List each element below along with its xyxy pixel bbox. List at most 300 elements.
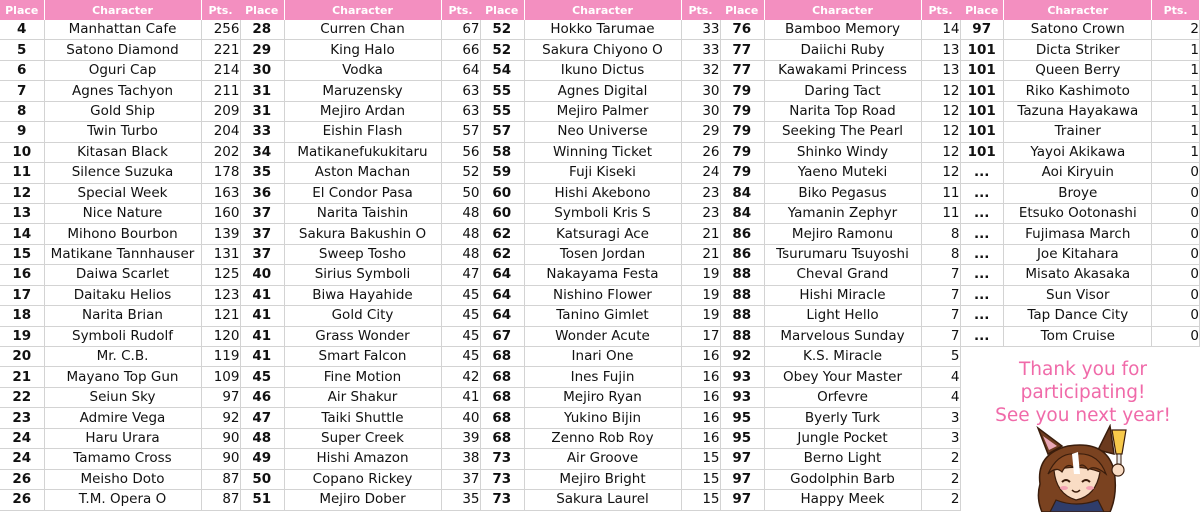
character-name-cell: Twin Turbo (44, 122, 201, 142)
place-cell: 93 (720, 387, 764, 407)
table-row (720, 142, 960, 162)
character-name-cell: Fuji Kiseki (524, 163, 681, 183)
character-name-cell: Sakura Bakushin O (284, 224, 441, 244)
place-cell: 52 (480, 20, 524, 40)
place-cell: 41 (240, 285, 284, 305)
character-name-cell: Hishi Amazon (284, 449, 441, 469)
points-cell: 4 (921, 367, 960, 387)
character-name-cell: Hokko Tarumae (524, 20, 681, 40)
table-row (240, 122, 480, 142)
table-row (480, 101, 720, 121)
character-name-cell: Winning Ticket (524, 142, 681, 162)
table-row (240, 449, 480, 469)
points-cell: 11 (921, 203, 960, 223)
ranking-table (0, 0, 241, 511)
character-header: Character (524, 0, 681, 20)
points-cell: 16 (681, 408, 720, 428)
table-row (960, 306, 1200, 326)
character-name-cell: Maruzensky (284, 81, 441, 101)
character-name-cell: Manhattan Cafe (44, 20, 201, 40)
character-name-cell: Bamboo Memory (764, 20, 921, 40)
place-cell: 64 (480, 285, 524, 305)
points-cell: 0 (1152, 203, 1200, 223)
place-cell: 41 (240, 347, 284, 367)
points-cell: 12 (921, 101, 960, 121)
points-cell: 119 (201, 347, 240, 367)
place-cell: 101 (960, 101, 1004, 121)
points-cell: 30 (681, 81, 720, 101)
place-cell: 84 (720, 183, 764, 203)
table-row (720, 347, 960, 367)
place-cell: 21 (0, 367, 44, 387)
points-cell: 15 (681, 449, 720, 469)
character-name-cell: Agnes Tachyon (44, 81, 201, 101)
points-cell: 0 (1152, 183, 1200, 203)
points-cell: 30 (681, 101, 720, 121)
place-cell: 68 (480, 408, 524, 428)
points-cell: 13 (921, 60, 960, 80)
points-cell: 35 (441, 490, 480, 510)
character-name-cell: Nakayama Festa (524, 265, 681, 285)
place-cell: 12 (0, 183, 44, 203)
place-cell: 97 (720, 449, 764, 469)
table-header-row (0, 0, 240, 20)
table-row (960, 81, 1200, 101)
place-cell: 62 (480, 244, 524, 264)
table-row (480, 40, 720, 60)
character-name-cell: Berno Light (764, 449, 921, 469)
table-row (240, 40, 480, 60)
place-cell: 40 (240, 265, 284, 285)
table-row (240, 285, 480, 305)
character-name-cell: Riko Kashimoto (1004, 81, 1152, 101)
place-cell: 55 (480, 81, 524, 101)
points-cell: 15 (681, 469, 720, 489)
points-cell: 256 (201, 20, 240, 40)
character-header: Character (284, 0, 441, 20)
table-row (0, 183, 240, 203)
character-name-cell: Tsurumaru Tsuyoshi (764, 244, 921, 264)
place-cell: ... (960, 306, 1004, 326)
place-cell: 101 (960, 122, 1004, 142)
place-cell: 93 (720, 367, 764, 387)
table-row (240, 60, 480, 80)
table-row (240, 244, 480, 264)
character-name-cell: Silence Suzuka (44, 163, 201, 183)
points-cell: 24 (681, 163, 720, 183)
table-row (0, 285, 240, 305)
points-cell: 1 (1152, 101, 1200, 121)
character-name-cell: Byerly Turk (764, 408, 921, 428)
points-cell: 66 (441, 40, 480, 60)
table-row (480, 428, 720, 448)
points-cell: 1 (1152, 81, 1200, 101)
points-cell: 57 (441, 122, 480, 142)
table-row (480, 20, 720, 40)
points-cell: 26 (681, 142, 720, 162)
points-cell: 4 (921, 387, 960, 407)
place-cell: 97 (960, 20, 1004, 40)
place-cell: 7 (0, 81, 44, 101)
place-cell: 79 (720, 142, 764, 162)
character-name-cell: Mejiro Ryan (524, 387, 681, 407)
character-name-cell: Jungle Pocket (764, 428, 921, 448)
points-cell: 40 (441, 408, 480, 428)
character-name-cell: Curren Chan (284, 20, 441, 40)
table-row (960, 20, 1200, 40)
place-cell: 68 (480, 387, 524, 407)
place-cell: 76 (720, 20, 764, 40)
place-cell: 36 (240, 183, 284, 203)
character-name-cell: Air Shakur (284, 387, 441, 407)
place-cell: 45 (240, 367, 284, 387)
place-cell: 59 (480, 163, 524, 183)
character-name-cell: Narita Brian (44, 306, 201, 326)
table-row (960, 40, 1200, 60)
character-name-cell: Vodka (284, 60, 441, 80)
table-row (480, 142, 720, 162)
character-name-cell: Gold City (284, 306, 441, 326)
character-name-cell: Marvelous Sunday (764, 326, 921, 346)
character-name-cell: Taiki Shuttle (284, 408, 441, 428)
table-row (960, 203, 1200, 223)
points-cell: 48 (441, 203, 480, 223)
points-cell: 8 (921, 244, 960, 264)
points-cell: 0 (1152, 265, 1200, 285)
character-name-cell: Narita Top Road (764, 101, 921, 121)
place-cell: 4 (0, 20, 44, 40)
points-cell: 16 (681, 367, 720, 387)
table-row (240, 163, 480, 183)
points-cell: 97 (201, 387, 240, 407)
character-name-cell: Joe Kitahara (1004, 244, 1152, 264)
place-cell: 5 (0, 40, 44, 60)
character-name-cell: Happy Meek (764, 490, 921, 510)
character-name-cell: Seiun Sky (44, 387, 201, 407)
table-row (960, 285, 1200, 305)
points-cell: 0 (1152, 285, 1200, 305)
place-cell: 92 (720, 347, 764, 367)
character-name-cell: Broye (1004, 183, 1152, 203)
points-cell: 15 (681, 490, 720, 510)
character-name-cell: Narita Taishin (284, 203, 441, 223)
points-cell: 1 (1152, 142, 1200, 162)
table-row (960, 60, 1200, 80)
table-row (480, 326, 720, 346)
ranking-column-1 (0, 0, 241, 512)
table-row (960, 101, 1200, 121)
character-name-cell: Kawakami Princess (764, 60, 921, 80)
ranking-table (240, 0, 481, 511)
place-cell: ... (960, 285, 1004, 305)
place-cell: ... (960, 224, 1004, 244)
character-name-cell: Tosen Jordan (524, 244, 681, 264)
character-name-cell: Gold Ship (44, 101, 201, 121)
character-name-cell: Nishino Flower (524, 285, 681, 305)
table-row (720, 285, 960, 305)
points-header: Pts. (441, 0, 480, 20)
place-header: Place (480, 0, 524, 20)
points-cell: 5 (921, 347, 960, 367)
character-name-cell: Light Hello (764, 306, 921, 326)
table-row (240, 469, 480, 489)
place-cell: 101 (960, 142, 1004, 162)
table-row (480, 203, 720, 223)
table-row (0, 449, 240, 469)
table-row (0, 428, 240, 448)
table-row (720, 326, 960, 346)
table-row (0, 224, 240, 244)
character-name-cell: Super Creek (284, 428, 441, 448)
place-cell: 73 (480, 469, 524, 489)
place-cell: 15 (0, 244, 44, 264)
table-row (240, 142, 480, 162)
table-row (0, 142, 240, 162)
character-name-cell: Sun Visor (1004, 285, 1152, 305)
place-header: Place (0, 0, 44, 20)
character-name-cell: Mejiro Dober (284, 490, 441, 510)
character-name-cell: Shinko Windy (764, 142, 921, 162)
table-row (480, 163, 720, 183)
points-cell: 23 (681, 203, 720, 223)
points-cell: 1 (1152, 60, 1200, 80)
table-row (480, 367, 720, 387)
table-row (0, 469, 240, 489)
points-cell: 23 (681, 183, 720, 203)
ranking-column-2 (240, 0, 481, 512)
place-cell: 37 (240, 203, 284, 223)
table-row (720, 122, 960, 142)
table-row (720, 469, 960, 489)
points-header: Pts. (681, 0, 720, 20)
place-cell: 86 (720, 224, 764, 244)
table-row (720, 101, 960, 121)
table-row (240, 203, 480, 223)
table-row (0, 203, 240, 223)
table-row (480, 490, 720, 510)
place-cell: 29 (240, 40, 284, 60)
place-cell: 50 (240, 469, 284, 489)
character-name-cell: Queen Berry (1004, 60, 1152, 80)
table-row (480, 81, 720, 101)
character-name-cell: Daring Tact (764, 81, 921, 101)
closing-line-3: See you next year! (995, 405, 1171, 426)
place-cell: 49 (240, 449, 284, 469)
place-cell: 79 (720, 163, 764, 183)
character-name-cell: Matikane Tannhauser (44, 244, 201, 264)
place-cell: 67 (480, 326, 524, 346)
place-cell: 88 (720, 326, 764, 346)
table-row (480, 244, 720, 264)
place-cell: 97 (720, 469, 764, 489)
table-row (720, 306, 960, 326)
place-cell: 95 (720, 428, 764, 448)
place-cell: 18 (0, 306, 44, 326)
table-row (240, 367, 480, 387)
points-cell: 90 (201, 428, 240, 448)
table-row (960, 326, 1200, 346)
character-name-cell: Biko Pegasus (764, 183, 921, 203)
character-name-cell: Matikanefukukitaru (284, 142, 441, 162)
character-name-cell: Katsuragi Ace (524, 224, 681, 244)
character-name-cell: Sirius Symboli (284, 265, 441, 285)
place-cell: 23 (0, 408, 44, 428)
character-name-cell: K.S. Miracle (764, 347, 921, 367)
table-row (0, 490, 240, 510)
points-cell: 45 (441, 285, 480, 305)
points-cell: 3 (921, 408, 960, 428)
character-name-cell: Mejiro Bright (524, 469, 681, 489)
table-row (0, 20, 240, 40)
character-name-cell: Etsuko Ootonashi (1004, 203, 1152, 223)
place-cell: 31 (240, 101, 284, 121)
table-row (960, 265, 1200, 285)
place-cell: 68 (480, 367, 524, 387)
table-header-row (720, 0, 960, 20)
points-cell: 52 (441, 163, 480, 183)
place-cell: 9 (0, 122, 44, 142)
points-cell: 7 (921, 306, 960, 326)
character-name-cell: Sweep Tosho (284, 244, 441, 264)
points-cell: 0 (1152, 244, 1200, 264)
character-name-cell: Meisho Doto (44, 469, 201, 489)
character-name-cell: Neo Universe (524, 122, 681, 142)
table-row (480, 224, 720, 244)
points-cell: 16 (681, 387, 720, 407)
character-name-cell: Tanino Gimlet (524, 306, 681, 326)
character-name-cell: Godolphin Barb (764, 469, 921, 489)
table-row (720, 81, 960, 101)
table-row (720, 183, 960, 203)
place-cell: 26 (0, 469, 44, 489)
table-row (240, 490, 480, 510)
table-row (480, 285, 720, 305)
character-name-cell: Dicta Striker (1004, 40, 1152, 60)
place-cell: 41 (240, 306, 284, 326)
points-cell: 12 (921, 81, 960, 101)
table-row (960, 183, 1200, 203)
place-cell: 77 (720, 40, 764, 60)
table-row (960, 122, 1200, 142)
table-header-row (480, 0, 720, 20)
place-cell: 52 (480, 40, 524, 60)
table-row (960, 163, 1200, 183)
place-cell: 79 (720, 101, 764, 121)
place-cell: 77 (720, 60, 764, 80)
place-cell: 54 (480, 60, 524, 80)
place-cell: ... (960, 244, 1004, 264)
table-row (960, 224, 1200, 244)
points-cell: 45 (441, 306, 480, 326)
points-cell: 67 (441, 20, 480, 40)
character-name-cell: Orfevre (764, 387, 921, 407)
table-row (480, 183, 720, 203)
points-cell: 8 (921, 224, 960, 244)
place-cell: 11 (0, 163, 44, 183)
character-name-cell: Zenno Rob Roy (524, 428, 681, 448)
table-row (0, 347, 240, 367)
points-cell: 0 (1152, 224, 1200, 244)
points-cell: 7 (921, 265, 960, 285)
place-cell: ... (960, 203, 1004, 223)
points-cell: 87 (201, 469, 240, 489)
place-cell: 10 (0, 142, 44, 162)
place-cell: 26 (0, 490, 44, 510)
points-cell: 19 (681, 285, 720, 305)
points-cell: 38 (441, 449, 480, 469)
table-row (0, 367, 240, 387)
character-name-cell: Agnes Digital (524, 81, 681, 101)
character-name-cell: Mihono Bourbon (44, 224, 201, 244)
ranking-table (960, 0, 1200, 347)
table-row (720, 387, 960, 407)
table-header-row (960, 0, 1200, 20)
place-cell: 86 (720, 244, 764, 264)
table-row (480, 347, 720, 367)
character-name-cell: Mr. C.B. (44, 347, 201, 367)
table-row (240, 306, 480, 326)
place-cell: 88 (720, 306, 764, 326)
place-cell: 31 (240, 81, 284, 101)
table-row (0, 387, 240, 407)
character-name-cell: Eishin Flash (284, 122, 441, 142)
place-cell: 19 (0, 326, 44, 346)
character-name-cell: Ines Fujin (524, 367, 681, 387)
place-cell: ... (960, 265, 1004, 285)
place-cell: 24 (0, 428, 44, 448)
table-row (0, 60, 240, 80)
character-name-cell: Aoi Kiryuin (1004, 163, 1152, 183)
table-row (720, 408, 960, 428)
table-row (0, 408, 240, 428)
closing-line-2: participating! (1020, 382, 1146, 403)
character-name-cell: Trainer (1004, 122, 1152, 142)
place-cell: 47 (240, 408, 284, 428)
points-cell: 48 (441, 224, 480, 244)
character-name-cell: Yaeno Muteki (764, 163, 921, 183)
table-row (240, 408, 480, 428)
points-cell: 12 (921, 142, 960, 162)
table-row (480, 408, 720, 428)
points-cell: 63 (441, 81, 480, 101)
character-name-cell: Seeking The Pearl (764, 122, 921, 142)
points-cell: 139 (201, 224, 240, 244)
points-cell: 0 (1152, 163, 1200, 183)
points-cell: 0 (1152, 306, 1200, 326)
character-name-cell: Cheval Grand (764, 265, 921, 285)
place-cell: 73 (480, 449, 524, 469)
ranking-table (480, 0, 721, 511)
points-cell: 13 (921, 40, 960, 60)
points-cell: 48 (441, 244, 480, 264)
points-cell: 11 (921, 183, 960, 203)
table-row (0, 101, 240, 121)
points-cell: 125 (201, 265, 240, 285)
table-row (480, 449, 720, 469)
character-name-cell: Admire Vega (44, 408, 201, 428)
table-row (960, 244, 1200, 264)
points-cell: 92 (201, 408, 240, 428)
place-cell: 24 (0, 449, 44, 469)
place-cell: 37 (240, 224, 284, 244)
points-cell: 47 (441, 265, 480, 285)
table-row (480, 387, 720, 407)
place-cell: 68 (480, 347, 524, 367)
place-cell: 79 (720, 122, 764, 142)
place-cell: 95 (720, 408, 764, 428)
place-cell: 101 (960, 81, 1004, 101)
points-cell: 45 (441, 326, 480, 346)
